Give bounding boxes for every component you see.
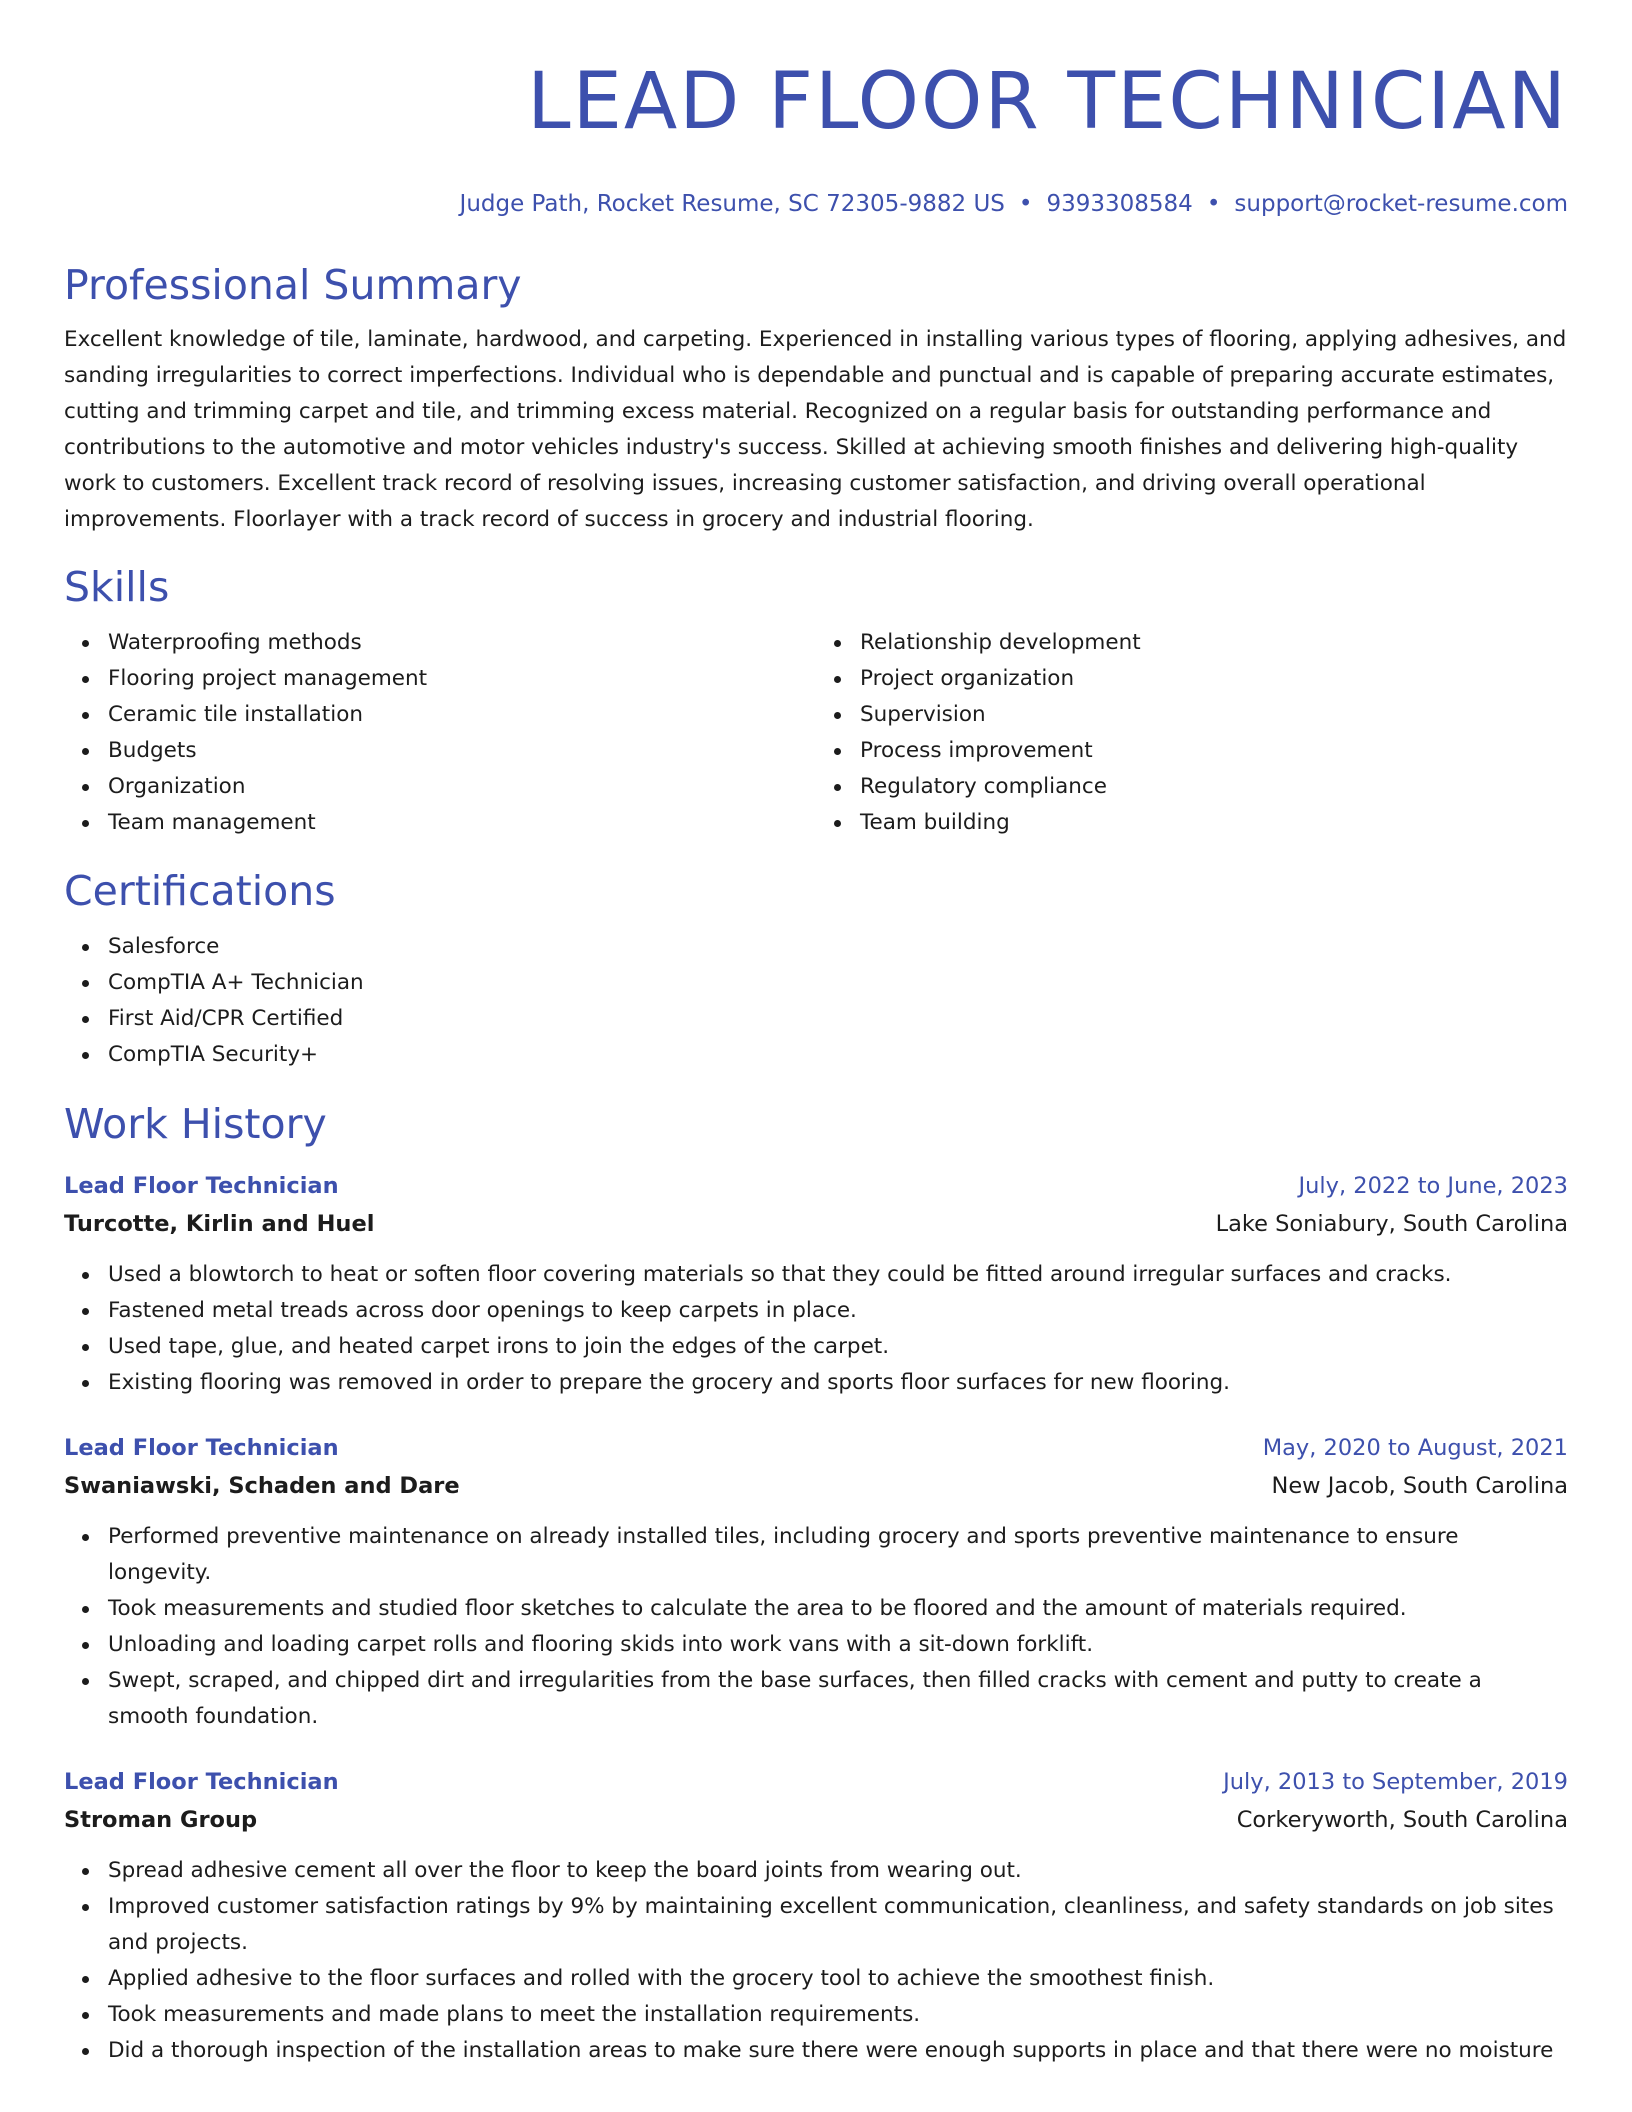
skill-item: Team management — [108, 805, 816, 841]
job-entry — [64, 1763, 1568, 2069]
job-bullets — [64, 1519, 1568, 1735]
job-dates: May, 2020 to August, 2021 — [1262, 1435, 1568, 1461]
job-location: Lake Soniabury, South Carolina — [1215, 1211, 1568, 1237]
summary-heading: Professional Summary — [64, 261, 522, 309]
job-location: Corkeryworth, South Carolina — [1236, 1807, 1568, 1833]
job-employer-row — [64, 1467, 1568, 1505]
job-header-row — [64, 1763, 1568, 1801]
certifications-list — [64, 929, 1568, 1073]
page-title: LEAD FLOOR TECHNICIAN — [527, 57, 1568, 147]
job-bullet: Performed preventive maintenance on already installed tiles, including grocery and sports preventive maintenance to ensure longevity. — [108, 1519, 1568, 1591]
job-company: Stroman Group — [64, 1807, 258, 1833]
address: Judge Path, Rocket Resume, SC 72305-9882 US — [459, 191, 1005, 217]
job-bullet: Used a blowtorch to heat or soften floor covering materials so that they could be fitted around irregular surfaces and cracks. — [108, 1257, 1568, 1293]
skills-list-right — [816, 625, 1568, 841]
job-bullet: Spread adhesive cement all over the floor to keep the board joints from wearing out. — [108, 1853, 1568, 1889]
skill-item: Organization — [108, 769, 816, 805]
job-title: Lead Floor Technician — [64, 1769, 339, 1795]
job-bullet: Used tape, glue, and heated carpet irons to join the edges of the carpet. — [108, 1329, 1568, 1365]
job-company: Turcotte, Kirlin and Huel — [64, 1211, 375, 1237]
job-bullet: Existing flooring was removed in order to prepare the grocery and sports floor surfaces for new flooring. — [108, 1365, 1568, 1401]
contact-line — [64, 188, 1568, 220]
job-bullet: Did a thorough inspection of the installation areas to make sure there were enough supports in place and that there were no moisture — [108, 2033, 1568, 2069]
skills-list-left — [64, 625, 816, 841]
certification-item: Salesforce — [108, 929, 1568, 965]
job-entry — [64, 1429, 1568, 1735]
phone: 9393308584 — [1046, 191, 1193, 217]
certifications-section — [64, 866, 1568, 1073]
certification-item: First Aid/CPR Certified — [108, 1001, 1568, 1037]
skill-item: Team building — [860, 805, 1568, 841]
skill-item: Budgets — [108, 733, 816, 769]
certification-item: CompTIA A+ Technician — [108, 965, 1568, 1001]
work-history-section — [64, 1099, 1568, 2069]
email-link[interactable]: support@rocket-resume.com — [1234, 191, 1568, 217]
certifications-heading: Certifications — [64, 867, 336, 915]
summary-section — [64, 260, 1568, 538]
job-location: New Jacob, South Carolina — [1271, 1473, 1568, 1499]
skills-grid — [64, 625, 1568, 841]
separator-bullet: • — [1206, 191, 1221, 217]
job-title: Lead Floor Technician — [64, 1435, 339, 1461]
skill-item: Project organization — [860, 661, 1568, 697]
summary-text: Excellent knowledge of tile, laminate, hardwood, and carpeting. Experienced in installing various types of flooring, applying adhesives, and sanding irregularities to correct imperfections. Individual who is dependable and punctual and is capable of preparing accurate estimates, cutting and trimming carpet and tile, and trimming excess material. Recognized on a regular basis for outstanding performance and contributions to the automotive and motor vehicles industry's success. Skilled at achieving smooth finishes and delivering high-quality work to customers. Excellent track record of resolving issues, increasing customer satisfaction, and driving overall operational improvements. Floorlayer with a track record of success in grocery and industrial flooring. — [64, 327, 1567, 532]
skills-section — [64, 562, 1568, 841]
job-company: Swaniawski, Schaden and Dare — [64, 1473, 460, 1499]
job-bullet: Unloading and loading carpet rolls and flooring skids into work vans with a sit-down forklift. — [108, 1627, 1568, 1663]
job-bullets — [64, 1257, 1568, 1401]
job-bullet: Fastened metal treads across door openings to keep carpets in place. — [108, 1293, 1568, 1329]
job-entry — [64, 1167, 1568, 1401]
job-dates: July, 2013 to September, 2019 — [1223, 1769, 1568, 1795]
job-employer-row — [64, 1801, 1568, 1839]
job-dates: July, 2022 to June, 2023 — [1298, 1173, 1568, 1199]
job-bullets — [64, 1853, 1568, 2069]
skill-item: Supervision — [860, 697, 1568, 733]
certification-item: CompTIA Security+ — [108, 1037, 1568, 1073]
job-bullet: Swept, scraped, and chipped dirt and irregularities from the base surfaces, then filled cracks with cement and putty to create a smooth foundation. — [108, 1663, 1568, 1735]
job-header-row — [64, 1167, 1568, 1205]
skill-item: Relationship development — [860, 625, 1568, 661]
skill-item: Ceramic tile installation — [108, 697, 816, 733]
skills-heading: Skills — [64, 563, 170, 611]
job-bullet: Took measurements and made plans to meet the installation requirements. — [108, 1997, 1568, 2033]
work-history-heading: Work History — [64, 1100, 327, 1148]
skill-item: Regulatory compliance — [860, 769, 1568, 805]
skill-item: Waterproofing methods — [108, 625, 816, 661]
job-header-row — [64, 1429, 1568, 1467]
job-bullet: Took measurements and studied floor sketches to calculate the area to be floored and the amount of materials required. — [108, 1591, 1568, 1627]
job-title: Lead Floor Technician — [64, 1173, 339, 1199]
skill-item: Flooring project management — [108, 661, 816, 697]
skill-item: Process improvement — [860, 733, 1568, 769]
job-bullet: Applied adhesive to the floor surfaces and rolled with the grocery tool to achieve the smoothest finish. — [108, 1961, 1568, 1997]
job-bullet: Improved customer satisfaction ratings by 9% by maintaining excellent communication, cleanliness, and safety standards on job sites and projects. — [108, 1889, 1568, 1961]
job-employer-row — [64, 1205, 1568, 1243]
separator-bullet: • — [1018, 191, 1033, 217]
